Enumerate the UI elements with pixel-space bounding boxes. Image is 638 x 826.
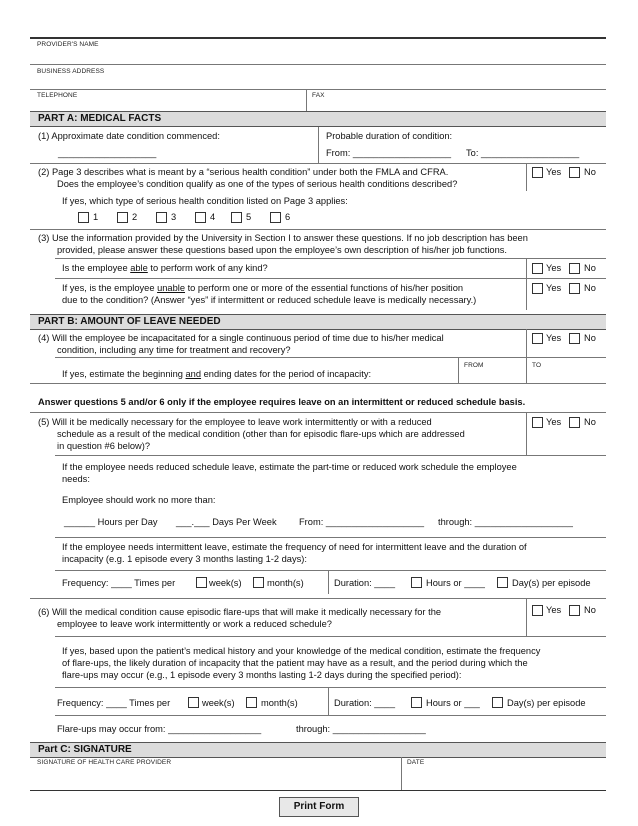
no-label: No [584, 283, 596, 293]
divider [328, 687, 329, 715]
q1-text: (1) Approximate date condition commenced: [38, 131, 220, 141]
q1-date-blank: ___________________ [58, 148, 157, 158]
yes-label: Yes [546, 283, 562, 293]
q5-days-per-episode: Day(s) per episode [512, 578, 591, 588]
q5-days-checkbox[interactable] [497, 577, 508, 588]
q6-weeks-checkbox[interactable] [188, 697, 199, 708]
no-label: No [584, 333, 596, 343]
yes-label: Yes [546, 605, 562, 615]
divider [30, 89, 606, 90]
q6-yes-checkbox[interactable] [532, 605, 543, 616]
q5-days-per-week: ___.___ Days Per Week [176, 517, 277, 527]
q3-able-post: to perform work of any kind? [147, 263, 268, 273]
q5-line2: schedule as a result of the medical condition (other than for episodic flare-ups which are addressed [57, 429, 465, 439]
q5-weeks-label: week(s) [209, 578, 242, 588]
q1-to: To: ___________________ [466, 148, 580, 158]
part-c-header: Part C: SIGNATURE [30, 742, 606, 758]
q4-line1: (4) Will the employee be incapacitated for a single continuous period of time due to his/her medical [38, 333, 444, 343]
q2-line2: Does the employee’s condition qualify as one of the types of serious health conditions described? [57, 179, 458, 189]
q6-no-checkbox[interactable] [569, 605, 580, 616]
q4-no-checkbox[interactable] [569, 333, 580, 344]
q6-days-per-episode: Day(s) per episode [507, 698, 586, 708]
divider [328, 570, 329, 594]
q5-reduced-line1: If the employee needs reduced schedule leave, estimate the part-time or reduced work schedule the employee [62, 462, 517, 472]
q2-if-yes: If yes, which type of serious health condition listed on Page 3 applies: [62, 196, 348, 206]
divider [30, 383, 606, 384]
type-5-checkbox[interactable] [231, 212, 242, 223]
q5-line1: (5) Will it be medically necessary for the employee to leave work intermittently or with a reduced [38, 417, 432, 427]
q5-hours-per-day: ______ Hours per Day [64, 517, 158, 527]
type-3-checkbox[interactable] [156, 212, 167, 223]
q6-line1: (6) Will the medical condition cause episodic flare-ups that will make it medically necessary for the [38, 607, 442, 617]
q6-flare-through: through: __________________ [296, 724, 426, 734]
q6-duration: Duration: ____ [334, 698, 395, 708]
yes-label: Yes [546, 167, 562, 177]
q3-unable-question [62, 282, 463, 294]
yes-label: Yes [546, 333, 562, 343]
divider [318, 127, 319, 163]
divider [55, 570, 606, 571]
q4-yes-checkbox[interactable] [532, 333, 543, 344]
divider [306, 89, 307, 111]
divider [55, 258, 606, 259]
q4-est-post: ending dates for the period of incapacity: [201, 369, 372, 379]
q3-unable-no-checkbox[interactable] [569, 283, 580, 294]
type-2-checkbox[interactable] [117, 212, 128, 223]
divider [30, 163, 606, 164]
q1-duration-label: Probable duration of condition: [326, 131, 453, 141]
divider [55, 357, 606, 358]
print-form-button[interactable]: Print Form [279, 797, 359, 817]
divider [30, 412, 606, 413]
q3-unable-pre: If yes, is the employee [62, 283, 158, 293]
type-1-checkbox[interactable] [78, 212, 89, 223]
q5-no-more-than: Employee should work no more than: [62, 495, 216, 505]
date-label: DATE [407, 759, 425, 766]
divider [30, 64, 606, 65]
q6-frequency: Frequency: ____ Times per [57, 698, 171, 708]
q6-weeks-label: week(s) [202, 698, 235, 708]
q3-unable-line2: due to the condition? (Answer “yes” if intermittent or reduced schedule leave is medically necessary.) [62, 295, 477, 305]
q4-to-label: TO [532, 362, 542, 369]
q6-para-line3: flare-ups may occur (e.g., 1 episode every 3 months lasting 1-2 days during the specified period): [62, 670, 462, 680]
q5-intermittent-line2: incapacity (e.g. 1 episode every 3 months lasting 1-2 days): [62, 554, 307, 564]
q5-through: through: ___________________ [438, 517, 573, 527]
q3-able-question [62, 262, 268, 274]
q5-duration: Duration: ____ [334, 578, 395, 588]
q3-able-no-checkbox[interactable] [569, 263, 580, 274]
q6-line2: employee to leave work intermittently or work a reduced schedule? [57, 619, 332, 629]
divider [30, 229, 606, 230]
type-2-label: 2 [132, 212, 138, 222]
divider [526, 258, 527, 310]
q5-reduced-line2: needs: [62, 474, 90, 484]
no-label: No [584, 167, 596, 177]
q3-able-pre: Is the employee [62, 263, 131, 273]
no-label: No [584, 605, 596, 615]
q6-months-label: month(s) [261, 698, 298, 708]
q5-weeks-checkbox[interactable] [196, 577, 207, 588]
q5-from: From: ___________________ [299, 517, 425, 527]
q2-line1: (2) Page 3 describes what is meant by a “serious health condition” under both the FMLA and CFRA. [38, 167, 449, 177]
no-label: No [584, 417, 596, 427]
type-4-label: 4 [210, 212, 216, 222]
q3-unable-post: to perform one or more of the essential functions of his/her position [185, 283, 464, 293]
q6-hours-or: Hours or ___ [426, 698, 480, 708]
q6-months-checkbox[interactable] [246, 697, 257, 708]
q5-yes-checkbox[interactable] [532, 417, 543, 428]
divider [55, 687, 606, 688]
q3-able-word: able [130, 263, 148, 273]
q2-yes-checkbox[interactable] [532, 167, 543, 178]
divider [55, 715, 606, 716]
q4-estimate [62, 368, 371, 380]
top-border [30, 37, 606, 39]
q5-hours-checkbox[interactable] [411, 577, 422, 588]
divider [55, 455, 606, 456]
type-5-label: 5 [246, 212, 252, 222]
divider [30, 598, 606, 599]
q6-days-checkbox[interactable] [492, 697, 503, 708]
no-label: No [584, 263, 596, 273]
divider [401, 757, 402, 790]
type-6-label: 6 [285, 212, 291, 222]
type-6-checkbox[interactable] [270, 212, 281, 223]
yes-label: Yes [546, 417, 562, 427]
q5-months-label: month(s) [267, 578, 304, 588]
q4-from-label: FROM [464, 362, 484, 369]
divider [55, 636, 606, 637]
q5-frequency: Frequency: ____ Times per [62, 578, 176, 588]
q2-no-checkbox[interactable] [569, 167, 580, 178]
q4-line2: condition, including any time for treatment and recovery? [57, 345, 291, 355]
type-4-checkbox[interactable] [195, 212, 206, 223]
divider [526, 598, 527, 636]
provider-name-label: PROVIDER'S NAME [37, 41, 99, 48]
q5-hours-or: Hours or ____ [426, 578, 485, 588]
q1-from: From: ___________________ [326, 148, 452, 158]
q6-hours-checkbox[interactable] [411, 697, 422, 708]
q3-unable-yes-checkbox[interactable] [532, 283, 543, 294]
q5-q6-instruction: Answer questions 5 and/or 6 only if the employee requires leave on an intermittent or reduced schedule basis. [38, 397, 526, 407]
q6-flare-from: Flare-ups may occur from: __________________ [57, 724, 262, 734]
q4-est-pre: If yes, estimate the beginning [62, 369, 186, 379]
divider [526, 163, 527, 191]
telephone-label: TELEPHONE [37, 92, 78, 99]
part-b-header: PART B: AMOUNT OF LEAVE NEEDED [30, 314, 606, 330]
q5-line3: in question #6 below)? [57, 441, 151, 451]
part-a-header: PART A: MEDICAL FACTS [30, 111, 606, 127]
q3-line1: (3) Use the information provided by the University in Section I to answer these questions. If no job description has been [38, 233, 528, 243]
signature-label: SIGNATURE OF HEALTH CARE PROVIDER [37, 759, 172, 766]
q6-para-line1: If yes, based upon the patient’s medical history and your knowledge of the medical condition, estimate the frequency [62, 646, 541, 656]
q5-no-checkbox[interactable] [569, 417, 580, 428]
divider [55, 537, 606, 538]
divider [526, 412, 527, 455]
bottom-border [30, 790, 606, 791]
q3-line2: provided, please answer these questions based upon the employee’s own description of his/her job functions. [57, 245, 507, 255]
type-3-label: 3 [171, 212, 177, 222]
q3-able-yes-checkbox[interactable] [532, 263, 543, 274]
type-1-label: 1 [93, 212, 99, 222]
q4-est-and: and [185, 369, 202, 379]
business-address-label: BUSINESS ADDRESS [37, 68, 105, 75]
q3-unable-word: unable [157, 283, 186, 293]
q5-months-checkbox[interactable] [253, 577, 264, 588]
divider [526, 329, 527, 357]
divider [526, 357, 527, 383]
divider [55, 278, 606, 279]
q6-para-line2: of flare-ups, the likely duration of incapacity that the patient may have as a result, and the period during which the [62, 658, 528, 668]
fax-label: FAX [312, 92, 325, 99]
q5-intermittent-line1: If the employee needs intermittent leave, estimate the frequency of need for intermittent leave and the duration of [62, 542, 527, 552]
divider [458, 357, 459, 383]
yes-label: Yes [546, 263, 562, 273]
